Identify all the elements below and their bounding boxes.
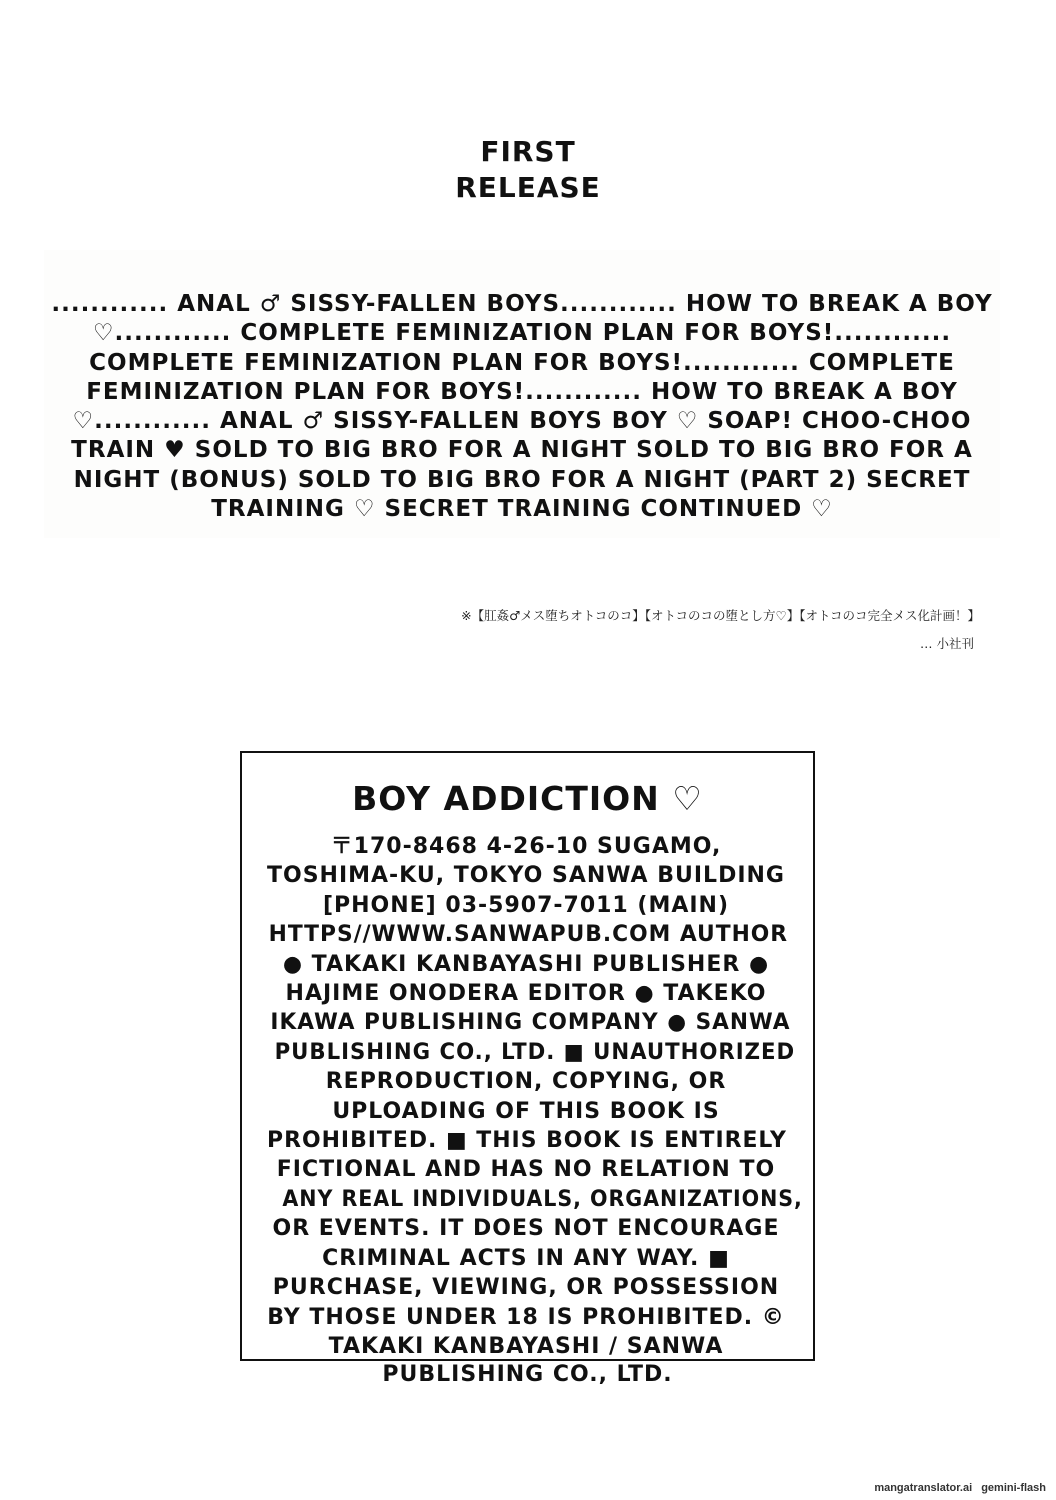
colophon-line: TOSHIMA-KU, TOKYO SANWA BUILDING [266, 863, 785, 889]
first-release-heading [0, 134, 1056, 206]
colophon-line: REPRODUCTION, COPYING, OR [325, 1069, 727, 1095]
colophon-line: ● TAKAKI KANBAYASHI PUBLISHER ● [282, 951, 770, 977]
colophon-line: 〒170-8468 4-26-10 SUGAMO, [330, 834, 722, 859]
colophon-body [266, 832, 803, 1361]
colophon-line: PURCHASE, VIEWING, OR POSSESSION [272, 1275, 780, 1301]
colophon-line: PROHIBITED. ■ THIS BOOK IS ENTIRELY [267, 1128, 787, 1154]
watermark-site: mangatranslator.ai [874, 1482, 973, 1494]
heading-line-1: FIRST [480, 135, 576, 168]
colophon-line: TAKAKI KANBAYASHI / SANWA [328, 1333, 724, 1359]
colophon-title: BOY ADDICTION ♡ [352, 779, 703, 818]
colophon-line: UPLOADING OF THIS BOOK IS [332, 1098, 720, 1124]
colophon-line: IKAWA PUBLISHING COMPANY ● SANWA [270, 1010, 791, 1036]
colophon-line: FICTIONAL AND HAS NO RELATION TO [276, 1157, 776, 1183]
colophon-overflow-line: PUBLISHING CO., LTD. [382, 1362, 673, 1387]
jp-note-publisher: … 小社刊 [920, 636, 974, 651]
translator-watermark [868, 1482, 1046, 1494]
colophon-line: PUBLISHING CO., LTD. ■ UNAUTHORIZED [274, 1039, 796, 1065]
japanese-source-note [300, 602, 980, 658]
release-list-text: ............ ANAL ♂ SISSY-FALLEN BOYS............ HOW TO BREAK A BOY ♡............ COMPLETE FEMINIZATION PLAN FOR BOYS!............ COMPLETE FEMINIZATION PLAN FOR BOYS!............ COMPLETE FEMINIZATION PLAN FOR BOYS!............ HOW TO BREAK A BOY ♡............ ANAL ♂ SISSY-FALLEN BOYS BOY ♡ SOAP! CHOO-CHOO TRAIN ♥ SOLD TO BIG BRO FOR A NIGHT SOLD TO BIG BRO FOR A NIGHT (BONUS) SOLD TO BIG BRO FOR A NIGHT (PART 2) SECRET TRAINING ♡ SECRET TRAINING CONTINUED ♡ [51, 291, 993, 523]
watermark-model: gemini-flash [981, 1482, 1046, 1494]
colophon-line: HTTPS//WWW.SANWAPUB.COM AUTHOR [268, 922, 789, 948]
colophon-line: [PHONE] 03-5907-7011 (MAIN) [322, 892, 730, 918]
colophon-line: ANY REAL INDIVIDUALS, ORGANIZATIONS, [282, 1186, 803, 1212]
jp-note-titles: ※【肛姦♂メス堕ちオトコのコ】【オトコのコの堕とし方♡】【オトコのコ完全メス化計画！】 [461, 608, 980, 623]
colophon-line: OR EVENTS. IT DOES NOT ENCOURAGE [272, 1216, 780, 1242]
heading-line-2: RELEASE [455, 171, 601, 204]
colophon-line: BY THOSE UNDER 18 IS PROHIBITED. © [267, 1304, 785, 1330]
colophon-line: HAJIME ONODERA EDITOR ● TAKEKO [285, 981, 767, 1007]
colophon-line: CRIMINAL ACTS IN ANY WAY. ■ [322, 1245, 730, 1271]
